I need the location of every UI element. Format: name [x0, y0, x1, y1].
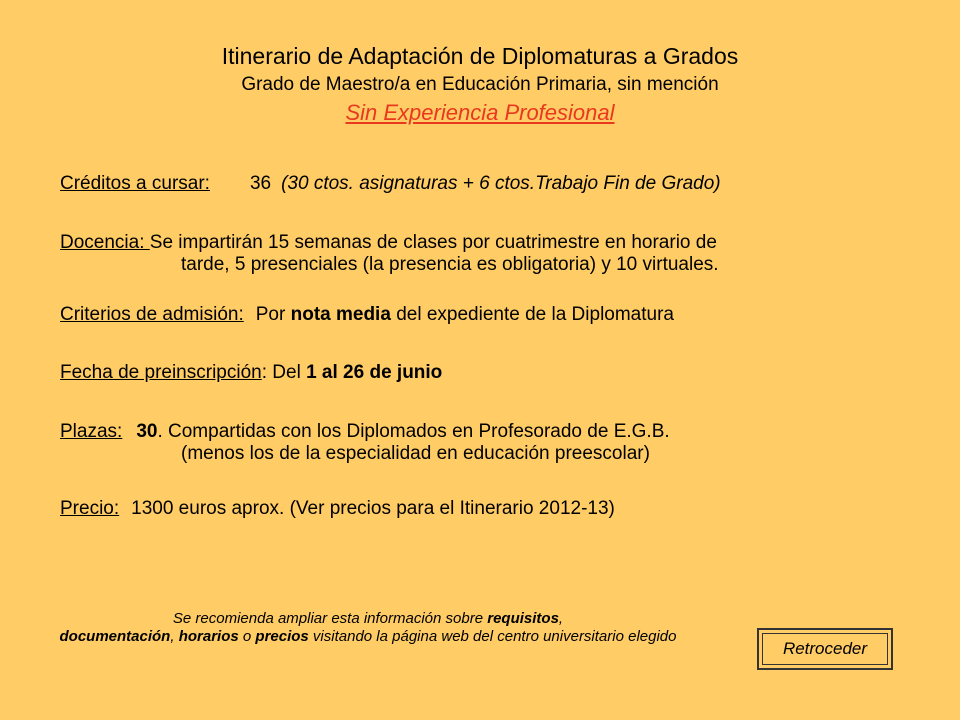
- places-value: 30: [136, 421, 158, 442]
- footer-precios: precios: [255, 628, 309, 645]
- places-label: Plazas:: [60, 421, 123, 442]
- preregistration-label: Fecha de preinscripción: [60, 362, 262, 383]
- page-header: [0, 42, 960, 128]
- teaching-line2: tarde, 5 presenciales (la presencia es obligatoria) y 10 virtuales.: [181, 254, 719, 275]
- back-button-label: Retroceder: [782, 639, 868, 658]
- footer-text-2: visitando la página web del centro universitario elegido: [308, 628, 677, 645]
- experience-link[interactable]: Sin Experiencia Profesional: [345, 100, 615, 125]
- admission-pre: Por: [255, 304, 291, 325]
- credits-detail: (30 ctos. asignaturas + 6 ctos.Trabajo Fin de Grado): [281, 173, 721, 194]
- page-subtitle: Grado de Maestro/a en Educación Primaria, sin mención: [241, 74, 719, 95]
- footer-text-1: Se recomienda ampliar esta información sobre: [172, 610, 488, 627]
- teaching-line1: Se impartirán 15 semanas de clases por cuatrimestre en horario de: [149, 232, 717, 253]
- places-line2: (menos los de la especialidad en educación preescolar): [181, 443, 650, 464]
- admission-label: Criterios de admisión:: [60, 304, 244, 325]
- admission-row: [60, 304, 674, 326]
- credits-value: 36: [249, 173, 272, 194]
- footer-comma-2: ,: [170, 628, 179, 645]
- footer-horarios: horarios: [178, 628, 239, 645]
- admission-bold: nota media: [290, 304, 391, 325]
- back-button[interactable]: [757, 628, 893, 670]
- footer-documentacion: documentación: [59, 628, 171, 645]
- preregistration-row: [60, 362, 442, 384]
- page-title: Itinerario de Adaptación de Diplomaturas a Grados: [221, 43, 739, 69]
- footer-comma-1: ,: [558, 610, 564, 627]
- places-row: [60, 421, 670, 465]
- preregistration-dates: 1 al 26 de junio: [306, 362, 443, 383]
- teaching-label: Docencia:: [60, 232, 150, 253]
- places-line1: . Compartidas con los Diplomados en Profesorado de E.G.B.: [157, 421, 670, 442]
- footer-requisitos: requisitos: [487, 610, 559, 627]
- teaching-row: [60, 232, 719, 276]
- preregistration-pre: Del: [267, 362, 307, 383]
- credits-label: Créditos a cursar:: [60, 173, 210, 194]
- credits-row: [60, 173, 721, 195]
- footer-o: o: [238, 628, 256, 645]
- price-row: [60, 498, 615, 520]
- price-label: Precio:: [60, 498, 120, 519]
- price-text: 1300 euros aprox. (Ver precios para el Itinerario 2012-13): [131, 498, 615, 519]
- footer-note: [48, 610, 688, 646]
- admission-post: del expediente de la Diplomatura: [390, 304, 674, 325]
- preregistration-colon: :: [261, 362, 267, 383]
